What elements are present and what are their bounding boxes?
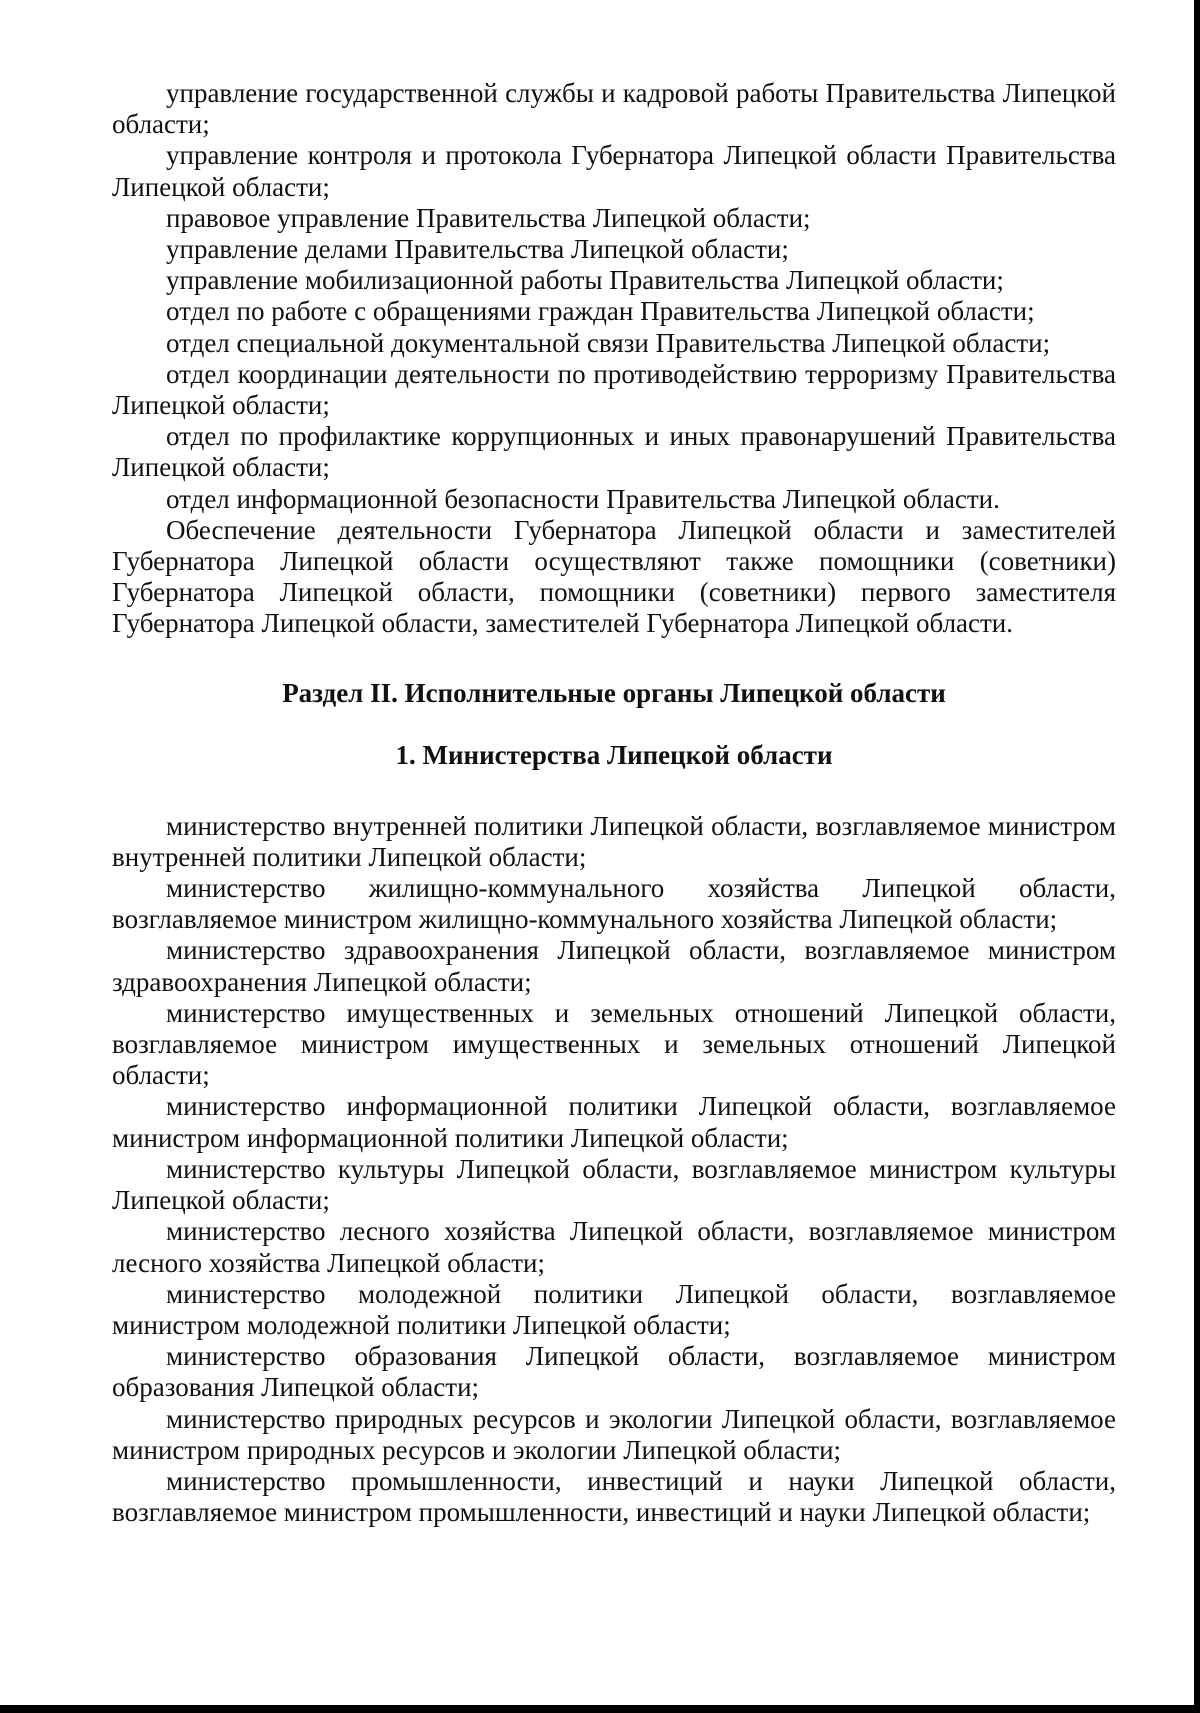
- top-paragraph-list: [112, 78, 1116, 640]
- ministry-item-property-land: министерство имущественных и земельных отношений Липецкой области, возглавляемое министром имущественных и земельных отношений Липецкой области;: [112, 997, 1116, 1091]
- ministry-list: [112, 811, 1116, 1529]
- ministry-item-information-policy: министерство информационной политики Липецкой области, возглавляемое министром информационной политики Липецкой области;: [112, 1091, 1116, 1153]
- paragraph-affairs-department: управление делами Правительства Липецкой области;: [166, 234, 789, 265]
- paragraph-counter-terrorism-unit: отдел координации деятельности по противодействию терроризму Правительства Липецкой области;: [112, 358, 1116, 421]
- paragraph-mobilization-department: управление мобилизационной работы Правительства Липецкой области;: [166, 265, 1004, 296]
- scan-right-edge: [1194, 0, 1200, 1713]
- ministry-item-internal-policy: министерство внутренней политики Липецкой области, возглавляемое министром внутренней политики Липецкой области;: [112, 810, 1116, 872]
- paragraph-anti-corruption-unit: отдел по профилактике коррупционных и иных правонарушений Правительства Липецкой области;: [112, 421, 1116, 483]
- section-heading: Раздел II. Исполнительные органы Липецкой области: [282, 677, 946, 708]
- ministry-item-natural-resources: министерство природных ресурсов и экологии Липецкой области, возглавляемое министром природных ресурсов и экологии Липецкой области;: [112, 1403, 1116, 1465]
- ministry-item-forestry: министерство лесного хозяйства Липецкой области, возглавляемое министром лесного хозяйства Липецкой области;: [112, 1216, 1116, 1278]
- document-page: [112, 78, 1116, 1528]
- paragraph-hr-department: управление государственной службы и кадровой работы Правительства Липецкой области;: [112, 78, 1116, 140]
- scan-bottom-edge: [0, 1705, 1200, 1713]
- ministry-item-health: министерство здравоохранения Липецкой области, возглавляемое министром здравоохранения Липецкой области;: [112, 935, 1116, 997]
- ministry-item-industry-investment-science: министерство промышленности, инвестиций и науки Липецкой области, возглавляемое министром промышленности, инвестиций и науки Липецкой области;: [112, 1465, 1116, 1528]
- paragraph-governor-support: Обеспечение деятельности Губернатора Липецкой области и заместителей Губернатора Липецкой области осуществляют также помощники (советники) Губернатора Липецкой области, помощники (советники) первого заместителя Губернатора Липецкой области, заместителей Губернатора Липецкой области.: [112, 514, 1116, 639]
- ministry-item-youth-policy: министерство молодежной политики Липецкой области, возглавляемое министром молодежной политики Липецкой области;: [112, 1278, 1116, 1340]
- paragraph-special-communications-unit: отдел специальной документальной связи Правительства Липецкой области;: [166, 327, 1051, 358]
- paragraph-information-security-unit: отдел информационной безопасности Правительства Липецкой области.: [166, 483, 1000, 514]
- paragraph-legal-department: правовое управление Правительства Липецкой области;: [166, 202, 811, 233]
- paragraph-citizen-appeals-unit: отдел по работе с обращениями граждан Правительства Липецкой области;: [166, 296, 1035, 327]
- ministry-item-culture: министерство культуры Липецкой области, возглавляемое министром культуры Липецкой области;: [112, 1153, 1116, 1216]
- ministry-item-housing-utilities: министерство жилищно-коммунального хозяйства Липецкой области, возглавляемое министром жилищно-коммунального хозяйства Липецкой области;: [112, 873, 1116, 935]
- paragraph-control-protocol-department: управление контроля и протокола Губернатора Липецкой области Правительства Липецкой области;: [112, 140, 1116, 202]
- ministry-item-education: министерство образования Липецкой области, возглавляемое министром образования Липецкой области;: [112, 1341, 1116, 1403]
- subsection-heading: 1. Министерства Липецкой области: [395, 739, 833, 770]
